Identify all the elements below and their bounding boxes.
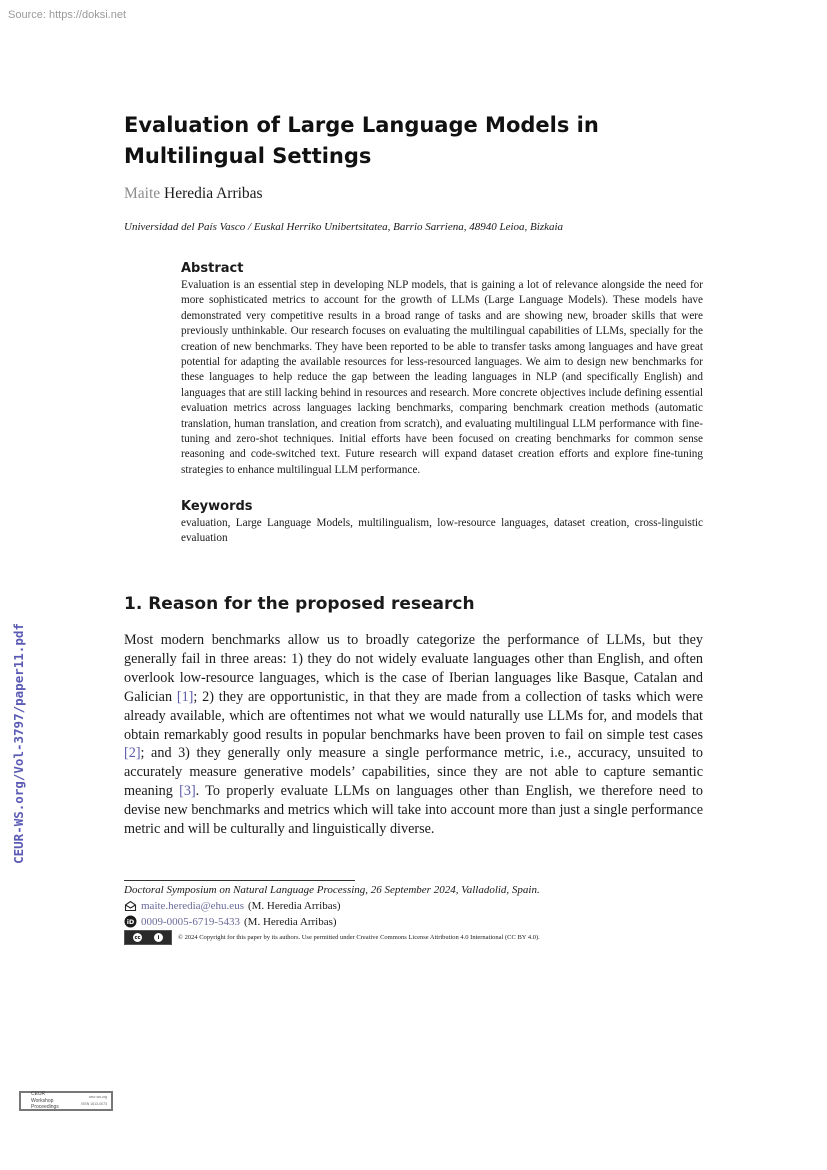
paragraph-text-part: ; and 3) they generally only measure a single performance metric, i.e., accuracy, unsuited to accurately measure generative models’ capabilities, since they are not able to capture semantic meaning [124, 745, 703, 800]
cc-symbol: cc [134, 934, 141, 941]
citation-link[interactable]: [1] [176, 688, 194, 705]
footnote-venue [124, 884, 540, 896]
logo-line-2: Workshop [31, 1098, 54, 1104]
citation-link[interactable]: [3] [179, 783, 196, 800]
ceur-workshop-logo [19, 1091, 113, 1111]
author-line [124, 185, 263, 203]
citation-link[interactable]: [2] [124, 745, 141, 762]
sidebar-volume-link[interactable] [5, 612, 31, 874]
envelope-icon [124, 900, 137, 912]
sidebar-volume-text[interactable]: CEUR-WS.org/Vol-3797/paper11.pdf [10, 622, 26, 864]
logo-line-3: Proceedings [31, 1104, 59, 1110]
copyright-text: © 2024 Copyright for this paper by its authors. Use permitted under Creative Commons License Attribution 4.0 International (CC BY 4.0). [178, 934, 540, 941]
paragraph-text-part: Most modern benchmarks allow us to broadly categorize the performance of LLMs, but they generally fail in three areas: 1) they do not widely evaluate languages other than English, and often overlook low-resource languages, which is the case of Iberian languages like Basque, Catalan and Galician [124, 632, 703, 705]
paper-title: Evaluation of Large Language Models in Multilingual Settings [124, 113, 599, 168]
abstract-text: Evaluation is an essential step in developing NLP models, that is gaining a lot of relevance alongside the need for more sophisticated metrics to account for the growth of LLMs (Large Language Models). These models have demonstrated very competitive results in a broad range of tasks and are showing new, broader skills that were previously unthinkable. Our research focuses on evaluating the multilingual capabilities of LLMs, specially for the creation of new benchmarks. They have been reported to be able to transfer tasks among languages and have great potential for adapting the available resources for less-resourced languages. We aim to design new benchmarks for these languages to help reduce the gap between the leading languages in NLP (and specifically English) and languages that are still lacking behind in resources and research. More concrete objectives include defining essential evaluation metrics across languages lacking benchmarks, comparing benchmark creation methods (automatic translation, human translation, and creation from scratch), and evaluating multilingual LLM performance with fine-tuning and zero-shot techniques. Initial efforts have been focused on creating benchmarks for common sense reasoning and code-switched text. Future research will expand dataset creation efforts and explore fine-tuning strategies to enhance multilingual LLM performance. [181, 279, 703, 476]
keywords-heading: Keywords [181, 499, 253, 514]
email-owner: (M. Heredia Arribas) [247, 900, 341, 912]
paragraph-text-part: ; 2) they are opportunistic, in that they are made from a collection of tasks which were already available, which are oftentimes not what we would naturally use LLMs for, and models that obtain remarkably good results in popular benchmarks have been proven to fail on simple test cases [124, 688, 704, 743]
footnote-copyright [124, 930, 540, 945]
author-given-name: Maite [124, 185, 161, 202]
email-link[interactable]: maite.heredia@ehu.eus [141, 900, 244, 912]
logo-issn: ISSN 1613-0073 [81, 1102, 107, 1106]
section-heading: 1. Reason for the proposed research [124, 594, 475, 614]
paragraph-text-part: . To properly evaluate LLMs on languages other than English, we therefore need to devise new benchmarks and metrics which will take into account more than just a single performance metric and will be culturally and linguistically diverse. [124, 783, 703, 838]
cc-by-icon[interactable] [124, 930, 172, 945]
logo-url: ceur-ws.org [88, 1095, 107, 1099]
source-url[interactable]: Source: https://doksi.net [8, 9, 127, 21]
footnote-divider [124, 880, 355, 881]
section-paragraph [124, 631, 703, 839]
venue-text: Doctoral Symposium on Natural Language Processing, 26 September 2024, Valladolid, Spain. [124, 884, 540, 896]
author-family-name: Heredia Arribas [164, 185, 263, 202]
keywords-text: evaluation, Large Language Models, multilingualism, low-resource languages, dataset creation, cross-linguistic evaluation [181, 517, 703, 545]
attribution-symbol: i [154, 933, 163, 942]
footnote-email [124, 900, 341, 912]
orcid-owner: (M. Heredia Arribas) [244, 915, 337, 928]
orcid-link[interactable]: 0009-0005-6719-5433 [141, 915, 240, 928]
orcid-icon [124, 915, 137, 928]
footnote-orcid [124, 915, 337, 928]
logo-line-1: CEUR [31, 1091, 46, 1097]
abstract-heading: Abstract [181, 261, 244, 276]
svg-text:iD: iD [126, 918, 135, 926]
affiliation: Universidad del País Vasco / Euskal Herriko Unibertsitatea, Barrio Sarriena, 48940 Leioa, Bizkaia [124, 221, 564, 233]
